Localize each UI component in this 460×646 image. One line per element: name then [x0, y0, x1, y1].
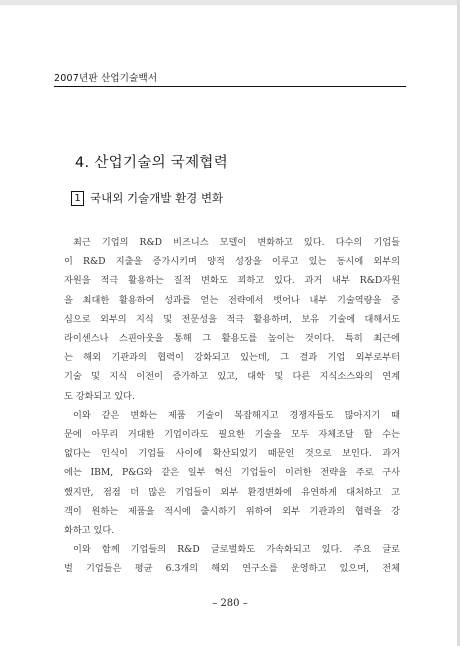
text-line: 는 해외 기관과의 협력이 강화되고 있는데, 그 결과 기업 외부로부터	[64, 352, 400, 364]
section-title: 국내외 기술개발 환경 변화	[90, 191, 224, 205]
header-rule	[54, 86, 406, 87]
text-line: 이와 함께 기업들의 R&D 글로벌화도 가속화되고 있다. 주요 글로	[73, 544, 400, 556]
text-line: 자원을 적극 활용하는 질적 변화도 꾀하고 있다. 과거 내부 R&D자원	[64, 275, 400, 287]
section-heading	[71, 190, 223, 206]
text-line: 이와 같은 변화는 제품 기술이 복잡해지고 경쟁자들도 많아지기 때	[73, 409, 400, 421]
text-line: 기술 및 지식 이전이 증가하고 있고, 대학 및 다른 지식소스와의 연계	[64, 371, 400, 383]
text-line: 도 강화되고 있다.	[64, 390, 135, 402]
text-line: 심으로 외부의 지식 및 전문성을 적극 활용하며, 보유 기술에 대해서도	[64, 313, 400, 325]
text-line: 했지만, 점점 더 많은 기업들이 외부 환경변화에 유연하게 대처하고 고	[64, 486, 400, 498]
text-line: 이 R&D 지출을 증가시키며 양적 성장을 이루고 있는 동시에 외부의	[64, 256, 400, 268]
text-line: 라이센스나 스핀아웃을 통해 그 활용도를 높이는 것이다. 특히 최근에	[64, 333, 400, 345]
page-number: – 280 –	[212, 598, 248, 609]
text-line: 없다는 인식이 기업들 사이에 확산되었기 때문인 것으로 보인다. 과거	[64, 448, 400, 460]
text-line: 객이 원하는 제품을 적시에 출시하기 위하여 외부 기관과의 협력을 강	[64, 505, 400, 517]
text-line: 벌 기업들은 평균 6.3개의 해외 연구소를 운영하고 있으며, 전체	[64, 563, 400, 575]
text-line: 화하고 있다.	[64, 525, 115, 537]
running-header: 2007년판 산업기술백서	[54, 73, 158, 84]
section-number-box: 1	[71, 191, 84, 206]
text-line: 에는 IBM, P&G와 같은 일부 혁신 기업들이 이러한 전략을 주로 구사	[64, 467, 400, 479]
text-line: 문에 아무리 거대한 기업이라도 필요한 기술을 모두 자체조달 할 수는	[64, 429, 400, 441]
text-line: 최근 기업의 R&D 비즈니스 모델이 변화하고 있다. 다수의 기업들	[73, 237, 400, 248]
page-top-edge	[0, 0, 460, 5]
body-text	[64, 233, 400, 579]
text-line: 을 최대한 활용하여 성과를 얻는 전략에서 벗어나 내부 기술역량을 중	[64, 294, 400, 306]
chapter-title: 4. 산업기술의 국제협력	[75, 155, 229, 171]
